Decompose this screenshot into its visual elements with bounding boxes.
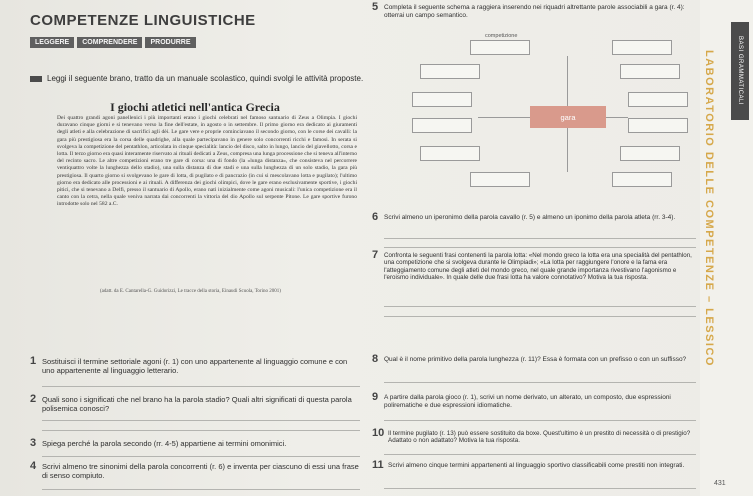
exercise-9 <box>372 391 697 409</box>
exercise-text: Quali sono i significati che nel brano ha la parola stadio? Quali altri significati di questa parola polisemica conosci? <box>42 395 352 413</box>
schema-box[interactable] <box>628 92 688 107</box>
section-title: COMPETENZE LINGUISTICHE <box>30 12 256 29</box>
exercise-number: 5 <box>372 1 379 13</box>
schema-box[interactable] <box>412 118 472 133</box>
tab-leggere: LEGGERE <box>30 37 74 48</box>
article-source: (adatt. da E. Cantarella-G. Guidorizzi, Le tracce della storia, Einaudi Scuola, Torino 2001) <box>100 289 281 294</box>
exercise-text: Il termine pugilato (r. 13) può essere sostituito da boxe. Quest'ultimo è un prestito di necessità o di prestigio? Adattato o non adattato? Motiva la tua risposta. <box>388 430 691 445</box>
answer-line[interactable] <box>384 247 696 248</box>
schema-box[interactable] <box>420 146 480 161</box>
exercise-number: 4 <box>30 460 37 472</box>
reading-instruction <box>30 74 363 83</box>
spine-bar-label: BASI GRAMMATICALI <box>731 22 749 120</box>
answer-line[interactable] <box>42 420 360 421</box>
schema-center-gara: gara <box>530 106 606 128</box>
exercise-10 <box>372 427 697 445</box>
exercise-text: Qual è il nome primitivo della parola lunghezza (r. 11)? Essa è formata con un prefisso o con un suffisso? <box>384 356 687 363</box>
answer-line[interactable] <box>384 238 696 239</box>
exercise-4 <box>30 460 360 480</box>
exercise-number: 1 <box>30 355 37 367</box>
exercise-1 <box>30 355 360 375</box>
answer-line[interactable] <box>384 454 696 455</box>
exercise-number: 7 <box>372 249 379 261</box>
schema-connector <box>606 117 628 118</box>
article-title: I giochi atletici nell'antica Grecia <box>110 100 280 114</box>
exercise-number: 9 <box>372 391 379 403</box>
exercise-text: Spiega perché la parola secondo (rr. 4-5) appartiene ai termini omonimici. <box>42 439 287 448</box>
schema-box[interactable] <box>612 40 672 55</box>
schema-box[interactable] <box>612 172 672 187</box>
exercise-number: 3 <box>30 437 37 449</box>
answer-line[interactable] <box>384 382 696 383</box>
exercise-11 <box>372 459 697 471</box>
exercise-5 <box>372 1 697 19</box>
schema-box[interactable] <box>420 64 480 79</box>
exercise-text: Confronta le seguenti frasi contenenti la parola lotta: «Nel mondo greco la lotta era una specialità del pentathlon, una competizione che si svolgeva durante le Olimpiadi»; «La lotta per raggiungere l'onore e la fama era l'atteggiamento comune degli atleti del mondo greco, nel quale grande importanza rivestivano l'agonismo e l'eroismo individuale». In quale delle due frasi lotta ha valore connotativo? Motiva la tua risposta. <box>384 252 692 281</box>
schema-heading: competizione <box>485 33 518 39</box>
tab-comprendere: COMPRENDERE <box>77 37 142 48</box>
exercise-7 <box>372 249 697 281</box>
answer-line[interactable] <box>42 489 360 490</box>
exercise-text: Scrivi almeno un iperonimo della parola cavallo (r. 5) e almeno un iponimo della parola atleta (rr. 3-4). <box>384 214 676 221</box>
exercise-number: 2 <box>30 393 37 405</box>
page-number: 431 <box>714 480 726 487</box>
schema-connector <box>478 117 530 118</box>
instruction-text: Leggi il seguente brano, tratto da un manuale scolastico, quindi svolgi le attività proposte. <box>47 74 364 83</box>
exercise-6 <box>372 211 697 223</box>
answer-line[interactable] <box>384 316 696 317</box>
tab-produrre: PRODURRE <box>145 37 195 48</box>
spine-section-label: LABORATORIO DELLE COMPETENZE – LESSICO <box>703 50 715 367</box>
exercise-number: 6 <box>372 211 379 223</box>
answer-line[interactable] <box>384 420 696 421</box>
exercise-text: A partire dalla parola gioco (r. 1), scrivi un nome derivato, un alterato, un composto, due espressioni polirematiche e due espressioni idiomatiche. <box>384 394 671 409</box>
schema-connector <box>567 56 568 106</box>
exercise-number: 10 <box>372 427 385 439</box>
exercise-text: Scrivi almeno cinque termini appartenenti al linguaggio sportivo classificabili come prestiti non integrati. <box>388 462 685 469</box>
exercise-number: 11 <box>372 459 384 471</box>
exercise-text: Scrivi almeno tre sinonimi della parola concorrenti (r. 6) e inventa per ciascuno di essi una frase di senso compiuto. <box>42 462 359 480</box>
schema-box[interactable] <box>620 64 680 79</box>
exercise-3 <box>30 437 360 449</box>
answer-line[interactable] <box>42 456 360 457</box>
answer-line[interactable] <box>42 386 360 387</box>
article-body: Dei quattro grandi agoni panellenici i più importanti erano i giochi celebrati nel famoso santuario di Zeus a Olimpia. I giochi duravano cinque giorni e si tenevano verso la fine dell'estate, in agosto o in settembre. Il primo giorno era dedicato ai giuramenti degli atleti e alla celebrazione di sacrifici agli dèi. Le gare vere e proprie cominciavano il secondo giorno, con le corse dei cavalli: la gara più prestigiosa era la corsa delle quadrighe, alla quale partecipavano in genere solo concorrenti ricchi e famosi. In serata si svolgeva la competizione del pentathlon, articolata in cinque specialità: lancio del disco, salto in lungo, lancio del giavellotto, corsa e lotta. Il terzo giorno era quasi interamente riservato ai rituali dedicati a Zeus, compresa una lunga processione che si teneva all'interno del recinto sacro. Le altre competizioni erano tre gare di corsa: una di fondo (la «lunga distanza», che consisteva nel percorrere ventiquattro volte la lunghezza dello stadio), una sulla distanza di due stadi e una sulla lunghezza di un solo stadio, la gara più prestigiosa. Il quarto giorno si svolgevano le gare di lotta, di pugilato e di pancrazio (in cui si mescolavano lotta e pugilato); l'ultimo giorno era dedicato alle processioni e ai rituali. A differenza dei giochi olimpici, dove le gare erano esclusivamente sportive, i giochi pitici, che si tenevano a Delfi, presso il santuario di Apollo, erano nati inizialmente come agoni musicali: l'unica competizione era il canto con la cetra, nella quale veniva narrata dai concorrenti la vittoria del dio Apollo sul serpente Pitone. Le gare sportive furono introdotte solo nel 582 a.C. <box>57 115 357 208</box>
schema-box[interactable] <box>628 118 688 133</box>
schema-box[interactable] <box>470 172 530 187</box>
skill-tabs <box>30 37 196 48</box>
answer-line[interactable] <box>42 430 360 431</box>
exercise-text: Sostituisci il termine settoriale agoni (r. 1) con uno appartenente al linguaggio comune e con uno appartenente al linguaggio letterario. <box>42 357 348 375</box>
exercise-number: 8 <box>372 353 379 365</box>
schema-box[interactable] <box>470 40 530 55</box>
exercise-8 <box>372 353 697 365</box>
answer-line[interactable] <box>384 488 696 489</box>
bullet-icon <box>30 76 42 82</box>
schema-box[interactable] <box>412 92 472 107</box>
exercise-text: Completa il seguente schema a raggiera inserendo nei riquadri altrettante parole associabili a gara (r. 4): otterrai un campo semantico. <box>384 4 685 19</box>
schema-connector <box>567 128 568 172</box>
exercise-2 <box>30 393 360 413</box>
schema-box[interactable] <box>620 146 680 161</box>
answer-line[interactable] <box>384 306 696 307</box>
